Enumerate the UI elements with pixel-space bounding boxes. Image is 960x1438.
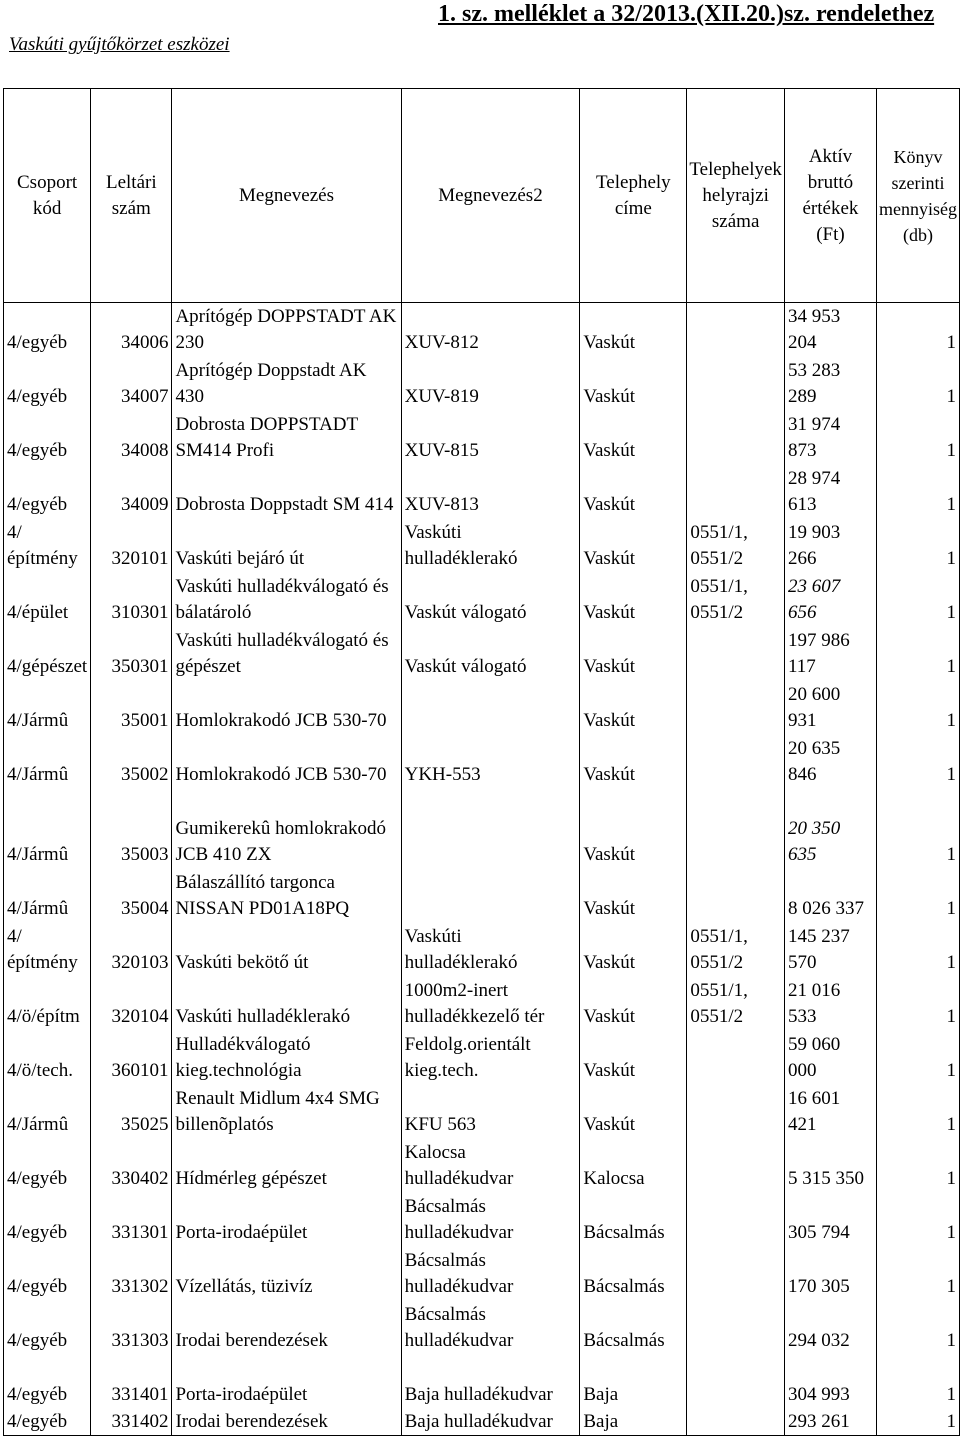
- table-row: [4, 735, 960, 789]
- table-row: [4, 627, 960, 681]
- cell-helyrajzi-szam: 0551/1, 0551/2: [687, 977, 785, 1031]
- cell-megnevezes: Aprítógép Doppstadt AK 430: [172, 357, 401, 411]
- cell-megnevezes2: Vaskút válogató: [401, 627, 580, 681]
- cell-telephely-cime: Vaskút: [580, 1031, 687, 1085]
- table-row: [4, 411, 960, 465]
- table-row: [4, 303, 960, 357]
- cell-mennyiseg: 1: [876, 1301, 959, 1355]
- cell-csoport-kod: 4/egyéb: [4, 1301, 91, 1355]
- header-csoport-kod: Csoport kód: [4, 89, 91, 303]
- cell-megnevezes: Bálaszállító targonca NISSAN PD01A18PQ: [172, 869, 401, 923]
- cell-csoport-kod: 4/egyéb: [4, 1355, 91, 1409]
- cell-megnevezes2: Vaskúti hulladéklerakó: [401, 519, 580, 573]
- header-helyrajzi-szam: Telephelyek helyrajzi száma: [687, 89, 785, 303]
- cell-leltari-szam: 34009: [91, 465, 172, 519]
- cell-megnevezes2: Vaskúti hulladéklerakó: [401, 923, 580, 977]
- cell-telephely-cime: Bácsalmás: [580, 1247, 687, 1301]
- cell-megnevezes2: XUV-815: [401, 411, 580, 465]
- table-row: [4, 573, 960, 627]
- cell-csoport-kod: 4/egyéb: [4, 411, 91, 465]
- cell-leltari-szam: 34007: [91, 357, 172, 411]
- cell-leltari-szam: 331301: [91, 1193, 172, 1247]
- cell-brutto-ertek: 5 315 350: [784, 1139, 876, 1193]
- cell-megnevezes2: [401, 789, 580, 869]
- cell-csoport-kod: 4/Jármû: [4, 789, 91, 869]
- cell-leltari-szam: 331401: [91, 1355, 172, 1409]
- cell-mennyiseg: 1: [876, 573, 959, 627]
- cell-leltari-szam: 360101: [91, 1031, 172, 1085]
- table-row: [4, 1301, 960, 1355]
- cell-megnevezes: Porta-irodaépület: [172, 1193, 401, 1247]
- cell-mennyiseg: 1: [876, 735, 959, 789]
- table-row: [4, 1409, 960, 1436]
- cell-mennyiseg: 1: [876, 869, 959, 923]
- cell-helyrajzi-szam: [687, 411, 785, 465]
- cell-brutto-ertek: 170 305: [784, 1247, 876, 1301]
- cell-helyrajzi-szam: [687, 1139, 785, 1193]
- cell-helyrajzi-szam: [687, 1193, 785, 1247]
- cell-telephely-cime: Baja: [580, 1355, 687, 1409]
- cell-leltari-szam: 330402: [91, 1139, 172, 1193]
- cell-mennyiseg: 1: [876, 1139, 959, 1193]
- cell-csoport-kod: 4/építmény: [4, 923, 91, 977]
- cell-telephely-cime: Vaskút: [580, 869, 687, 923]
- cell-megnevezes: Vízellátás, tüzivíz: [172, 1247, 401, 1301]
- cell-telephely-cime: Vaskút: [580, 627, 687, 681]
- cell-megnevezes2: Bácsalmás hulladékudvar: [401, 1247, 580, 1301]
- table-row: [4, 465, 960, 519]
- cell-megnevezes2: Baja hulladékudvar: [401, 1409, 580, 1436]
- cell-csoport-kod: 4/ö/tech.: [4, 1031, 91, 1085]
- cell-helyrajzi-szam: [687, 627, 785, 681]
- cell-leltari-szam: 331302: [91, 1247, 172, 1301]
- inventory-subtitle: Vaskúti gyűjtőkörzet eszközei: [9, 34, 230, 55]
- cell-leltari-szam: 331303: [91, 1301, 172, 1355]
- cell-megnevezes: Vaskúti hulladékválogató és gépészet: [172, 627, 401, 681]
- cell-leltari-szam: 35003: [91, 789, 172, 869]
- cell-megnevezes2: Kalocsa hulladékudvar: [401, 1139, 580, 1193]
- cell-csoport-kod: 4/épület: [4, 573, 91, 627]
- cell-csoport-kod: 4/egyéb: [4, 465, 91, 519]
- cell-megnevezes: Hídmérleg gépészet: [172, 1139, 401, 1193]
- cell-csoport-kod: 4/ö/építm: [4, 977, 91, 1031]
- cell-csoport-kod: 4/egyéb: [4, 357, 91, 411]
- asset-table: [3, 88, 960, 1436]
- cell-telephely-cime: Baja: [580, 1409, 687, 1436]
- cell-mennyiseg: 1: [876, 923, 959, 977]
- cell-megnevezes2: YKH-553: [401, 735, 580, 789]
- header-leltari-szam: Leltári szám: [91, 89, 172, 303]
- table-header-row: [4, 89, 960, 303]
- cell-mennyiseg: 1: [876, 1085, 959, 1139]
- cell-megnevezes: Irodai berendezések: [172, 1409, 401, 1436]
- cell-leltari-szam: 35004: [91, 869, 172, 923]
- cell-brutto-ertek: 145 237 570: [784, 923, 876, 977]
- cell-csoport-kod: 4/építmény: [4, 519, 91, 573]
- table-row: [4, 519, 960, 573]
- cell-leltari-szam: 350301: [91, 627, 172, 681]
- cell-megnevezes2: XUV-813: [401, 465, 580, 519]
- cell-brutto-ertek: 305 794: [784, 1193, 876, 1247]
- table-row: [4, 923, 960, 977]
- cell-csoport-kod: 4/Jármû: [4, 869, 91, 923]
- cell-csoport-kod: 4/gépészet: [4, 627, 91, 681]
- cell-megnevezes2: Bácsalmás hulladékudvar: [401, 1301, 580, 1355]
- cell-telephely-cime: Vaskút: [580, 303, 687, 357]
- annex-title: 1. sz. melléklet a 32/2013.(XII.20.)sz. rendelethez: [438, 1, 935, 27]
- cell-telephely-cime: Vaskút: [580, 735, 687, 789]
- cell-helyrajzi-szam: 0551/1, 0551/2: [687, 573, 785, 627]
- cell-mennyiseg: 1: [876, 1409, 959, 1436]
- cell-telephely-cime: Kalocsa: [580, 1139, 687, 1193]
- cell-mennyiseg: 1: [876, 627, 959, 681]
- cell-megnevezes2: KFU 563: [401, 1085, 580, 1139]
- cell-telephely-cime: Vaskút: [580, 977, 687, 1031]
- cell-brutto-ertek: 53 283 289: [784, 357, 876, 411]
- cell-csoport-kod: 4/egyéb: [4, 1247, 91, 1301]
- cell-csoport-kod: 4/Jármû: [4, 735, 91, 789]
- cell-telephely-cime: Vaskút: [580, 519, 687, 573]
- cell-telephely-cime: Vaskút: [580, 1085, 687, 1139]
- cell-helyrajzi-szam: [687, 1409, 785, 1436]
- header-megnevezes: Megnevezés: [172, 89, 401, 303]
- cell-helyrajzi-szam: [687, 1247, 785, 1301]
- cell-megnevezes: Vaskúti hulladékválogató és bálatároló: [172, 573, 401, 627]
- cell-mennyiseg: 1: [876, 465, 959, 519]
- cell-helyrajzi-szam: [687, 869, 785, 923]
- cell-mennyiseg: 1: [876, 411, 959, 465]
- cell-telephely-cime: Bácsalmás: [580, 1301, 687, 1355]
- cell-helyrajzi-szam: [687, 1085, 785, 1139]
- cell-helyrajzi-szam: [687, 1355, 785, 1409]
- cell-leltari-szam: 320101: [91, 519, 172, 573]
- table-row: [4, 681, 960, 735]
- cell-megnevezes: Dobrosta Doppstadt SM 414: [172, 465, 401, 519]
- cell-megnevezes: Vaskúti bekötő út: [172, 923, 401, 977]
- cell-leltari-szam: 35001: [91, 681, 172, 735]
- table-row: [4, 1247, 960, 1301]
- cell-megnevezes2: XUV-819: [401, 357, 580, 411]
- cell-brutto-ertek: 21 016 533: [784, 977, 876, 1031]
- cell-brutto-ertek: 197 986 117: [784, 627, 876, 681]
- cell-leltari-szam: 310301: [91, 573, 172, 627]
- cell-telephely-cime: Vaskút: [580, 411, 687, 465]
- cell-brutto-ertek: 16 601 421: [784, 1085, 876, 1139]
- cell-megnevezes: Gumikerekû homlokrakodó JCB 410 ZX: [172, 789, 401, 869]
- cell-megnevezes2: 1000m2-inert hulladékkezelő tér: [401, 977, 580, 1031]
- cell-helyrajzi-szam: 0551/1, 0551/2: [687, 923, 785, 977]
- cell-megnevezes2: [401, 681, 580, 735]
- cell-megnevezes: Renault Midlum 4x4 SMG billenõplatós: [172, 1085, 401, 1139]
- table-row: [4, 1085, 960, 1139]
- cell-megnevezes2: Bácsalmás hulladékudvar: [401, 1193, 580, 1247]
- table-row: [4, 789, 960, 869]
- cell-telephely-cime: Vaskút: [580, 789, 687, 869]
- cell-telephely-cime: Vaskút: [580, 465, 687, 519]
- cell-telephely-cime: Vaskút: [580, 573, 687, 627]
- table-row: [4, 1139, 960, 1193]
- cell-telephely-cime: Vaskút: [580, 681, 687, 735]
- cell-csoport-kod: 4/egyéb: [4, 303, 91, 357]
- cell-brutto-ertek: 19 903 266: [784, 519, 876, 573]
- cell-telephely-cime: Vaskút: [580, 923, 687, 977]
- cell-mennyiseg: 1: [876, 1355, 959, 1409]
- cell-leltari-szam: 35025: [91, 1085, 172, 1139]
- cell-leltari-szam: 34008: [91, 411, 172, 465]
- table-row: [4, 1355, 960, 1409]
- cell-telephely-cime: Bácsalmás: [580, 1193, 687, 1247]
- table-row: [4, 977, 960, 1031]
- cell-megnevezes: Porta-irodaépület: [172, 1355, 401, 1409]
- cell-leltari-szam: 320103: [91, 923, 172, 977]
- cell-helyrajzi-szam: [687, 789, 785, 869]
- cell-megnevezes: Aprítógép DOPPSTADT AK 230: [172, 303, 401, 357]
- cell-brutto-ertek: 304 993: [784, 1355, 876, 1409]
- cell-megnevezes: Vaskúti bejáró út: [172, 519, 401, 573]
- table-row: [4, 1193, 960, 1247]
- header-brutto-ertek: Aktív bruttó értékek (Ft): [784, 89, 876, 303]
- cell-csoport-kod: 4/Jármû: [4, 681, 91, 735]
- cell-brutto-ertek: 293 261: [784, 1409, 876, 1436]
- cell-brutto-ertek: 8 026 337: [784, 869, 876, 923]
- cell-mennyiseg: 1: [876, 1031, 959, 1085]
- header-telephely-cime: Telephely címe: [580, 89, 687, 303]
- cell-mennyiseg: 1: [876, 357, 959, 411]
- cell-leltari-szam: 320104: [91, 977, 172, 1031]
- table-row: [4, 869, 960, 923]
- cell-megnevezes2: XUV-812: [401, 303, 580, 357]
- cell-mennyiseg: 1: [876, 303, 959, 357]
- cell-helyrajzi-szam: [687, 465, 785, 519]
- cell-csoport-kod: 4/egyéb: [4, 1409, 91, 1436]
- cell-mennyiseg: 1: [876, 1247, 959, 1301]
- cell-megnevezes2: Feldolg.orientált kieg.tech.: [401, 1031, 580, 1085]
- cell-megnevezes: Hulladékválogató kieg.technológia: [172, 1031, 401, 1085]
- cell-leltari-szam: 35002: [91, 735, 172, 789]
- cell-telephely-cime: Vaskút: [580, 357, 687, 411]
- cell-megnevezes: Dobrosta DOPPSTADT SM414 Profi: [172, 411, 401, 465]
- cell-brutto-ertek: 59 060 000: [784, 1031, 876, 1085]
- table-row: [4, 357, 960, 411]
- cell-megnevezes: Irodai berendezések: [172, 1301, 401, 1355]
- cell-mennyiseg: 1: [876, 681, 959, 735]
- cell-megnevezes: Vaskúti hulladéklerakó: [172, 977, 401, 1031]
- cell-helyrajzi-szam: [687, 1301, 785, 1355]
- cell-helyrajzi-szam: [687, 357, 785, 411]
- cell-helyrajzi-szam: [687, 303, 785, 357]
- cell-brutto-ertek: 34 953 204: [784, 303, 876, 357]
- cell-leltari-szam: 331402: [91, 1409, 172, 1436]
- cell-brutto-ertek: 20 350 635: [784, 789, 876, 869]
- cell-mennyiseg: 1: [876, 977, 959, 1031]
- cell-megnevezes: Homlokrakodó JCB 530-70: [172, 681, 401, 735]
- table-row: [4, 1031, 960, 1085]
- cell-brutto-ertek: 294 032: [784, 1301, 876, 1355]
- cell-megnevezes2: Baja hulladékudvar: [401, 1355, 580, 1409]
- cell-brutto-ertek: 20 600 931: [784, 681, 876, 735]
- cell-brutto-ertek: 23 607 656: [784, 573, 876, 627]
- cell-mennyiseg: 1: [876, 789, 959, 869]
- cell-megnevezes2: Vaskút válogató: [401, 573, 580, 627]
- header-megnevezes2: Megnevezés2: [401, 89, 580, 303]
- cell-megnevezes: Homlokrakodó JCB 530-70: [172, 735, 401, 789]
- cell-mennyiseg: 1: [876, 519, 959, 573]
- cell-helyrajzi-szam: [687, 1031, 785, 1085]
- cell-csoport-kod: 4/egyéb: [4, 1193, 91, 1247]
- cell-brutto-ertek: 20 635 846: [784, 735, 876, 789]
- cell-mennyiseg: 1: [876, 1193, 959, 1247]
- cell-brutto-ertek: 28 974 613: [784, 465, 876, 519]
- cell-megnevezes2: [401, 869, 580, 923]
- cell-csoport-kod: 4/Jármû: [4, 1085, 91, 1139]
- cell-brutto-ertek: 31 974 873: [784, 411, 876, 465]
- cell-leltari-szam: 34006: [91, 303, 172, 357]
- cell-helyrajzi-szam: [687, 735, 785, 789]
- cell-csoport-kod: 4/egyéb: [4, 1139, 91, 1193]
- cell-helyrajzi-szam: [687, 681, 785, 735]
- header-mennyiseg: Könyv szerinti mennyiség (db): [876, 89, 959, 303]
- cell-helyrajzi-szam: 0551/1, 0551/2: [687, 519, 785, 573]
